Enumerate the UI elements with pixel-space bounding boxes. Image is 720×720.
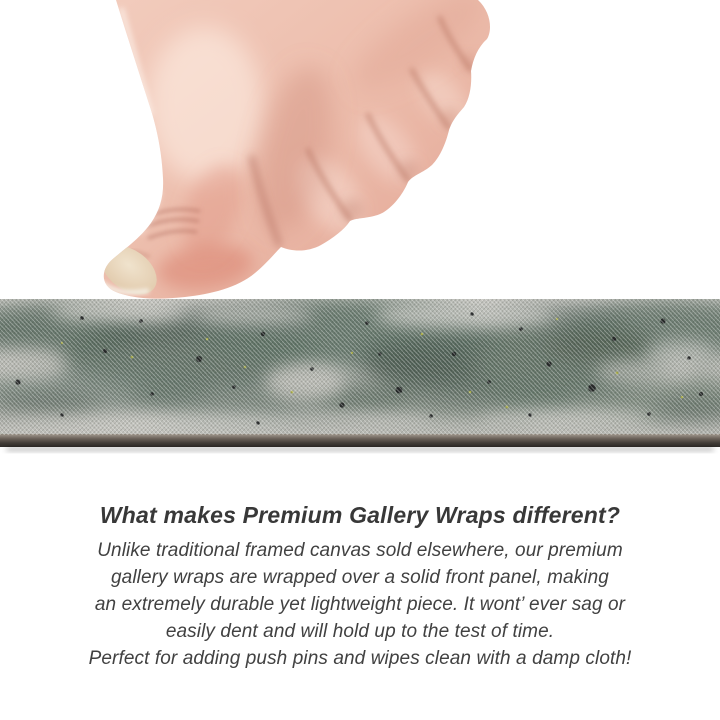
hand-pressing-illustration [0,0,720,300]
caption-line-5: Perfect for adding push pins and wipes clean with a damp cloth! [88,648,632,669]
canvas-edge-strip [0,297,720,457]
caption-block [0,501,720,672]
caption-heading: What makes Premium Gallery Wraps different? [99,502,621,528]
caption-line-2: gallery wraps are wrapped over a solid front panel, making [111,567,609,588]
strip-shadow [6,447,714,451]
caption-line-1: Unlike traditional framed canvas sold elsewhere, our premium [97,540,623,561]
caption-line-3: an extremely durable yet lightweight piece. It wont’ ever sag or [94,594,626,615]
canvas-bottom-edge [0,434,720,447]
canvas-texture [0,297,720,457]
caption-line-4: easily dent and will hold up to the test of time. [165,621,555,642]
